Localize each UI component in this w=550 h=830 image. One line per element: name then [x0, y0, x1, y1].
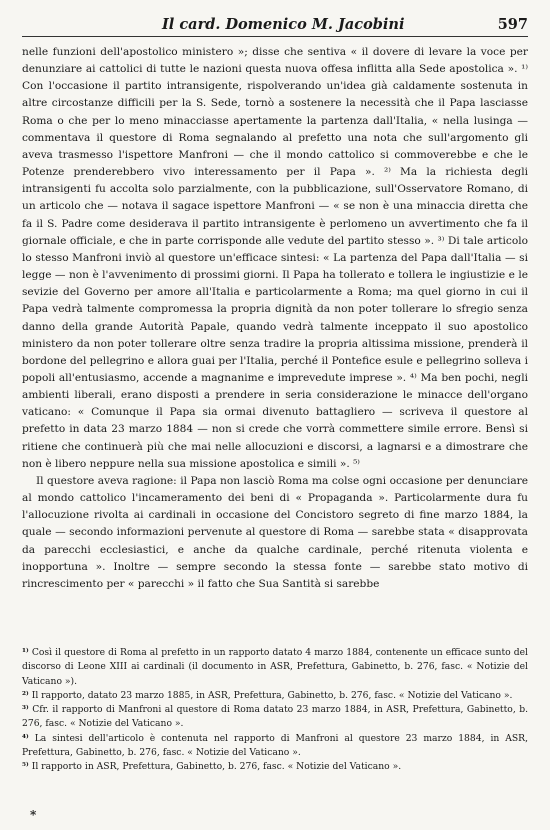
footnote-2: ²⁾ Il rapporto, datato 23 marzo 1885, in ASR, Prefettura, Gabinetto, b. 276, fasc. « Notizie del Vaticano ».	[22, 689, 513, 701]
footnote-3: ³⁾ Cfr. il rapporto di Manfroni al questore di Roma datato 23 marzo 1884, in ASR, Prefettura, Gabinetto, b. 276, fasc. « Notizie del Vaticano ».	[22, 704, 528, 730]
running-title: Il card. Domenico M. Jacobini	[162, 16, 405, 33]
page-number: 597	[497, 16, 528, 33]
footnote-5: ⁵⁾ Il rapporto in ASR, Prefettura, Gabinetto, b. 276, fasc. « Notizie del Vaticano ».	[22, 761, 402, 773]
footnotes	[22, 646, 528, 775]
signature-mark: *	[30, 808, 37, 822]
body-text	[22, 44, 528, 593]
footnote-4: ⁴⁾ La sintesi dell'articolo è contenuta nel rapporto di Manfroni al questore 23 marzo 1884, in ASR, Prefettura, Gabinetto, b. 276, fasc. « Notizie del Vaticano ».	[22, 732, 528, 759]
paragraph-1: nelle funzioni dell'apostolico ministero »; disse che sentiva « il dovere di levare la voce per denunziare ai cattolici di tutte le nazioni questa nuova offesa inflitta alla Sede apostolica ». ¹⁾ Con l'occasione il partito intransigente, rispolverando un'idea già caldamente sostenuta in altre circostanze difficili per la S. Sede, tornò a sostenere la necessità che il Papa lasciasse Roma o che per lo meno minacciasse apertamente la partenza dall'Italia, « nella lusinga — commentava il questore di Roma segnalando al prefetto una nota che sull'argomento gli aveva trasmesso l'ispettore Manfroni — che il mondo cattolico si commoverebbe e che le Potenze prenderebbero vivo interessamento per il Papa ». ²⁾ Ma la richiesta degli intransigenti fu accolta solo parzialmente, con la pubblicazione, sull'Osservatore Romano, di un articolo che — notava il sagace ispettore Manfroni — « se non è una minaccia diretta che fa il S. Padre come desiderava il partito intransigente è perlomeno un avvertimento che fa il giornale officiale, e che in parte corrisponde alle vedute del partito stesso ». ³⁾ Di tale articolo lo stesso Manfroni inviò al questore un'efficace sintesi: « La partenza del Papa dall'Italia — si legge — non è l'avvenimento di prossimi giorni. Il Papa ha tollerato e tollera le ingiustizie e le sevizie del Governo per amore all'Italia e particolarmente a Roma; ma quel giorno in cui il Papa vedrà talmente compromessa la propria dignità da non poter tollerare lo sfregio senza danno della grande Autorità Papale, quando vedrà talmente inceppato il suo apostolico ministero da non poter tollerare oltre senza tradire la propria altissima missione, prenderà il bordone del pellegrino e allora guai per l'Italia, perché il Pontefice esule e pellegrino solleva i popoli all'entusiasmo, accende a magnanime e imprevedute imprese ». ⁴⁾ Ma ben pochi, negli ambienti liberali, erano disposti a prendere in seria considerazione le minacce dell'organo vaticano: « Comunque il Papa sia ormai divenuto battagliero — scriveva il questore al prefetto in data 23 marzo 1884 — non si crede che vorrà commettere simile errore. Bensì si ritiene che continuerà più che mai nelle allocuzioni e discorsi, a lagnarsi e a dimostrare che non è libero neppure nella sua missione apostolica e simili ». ⁵⁾	[22, 46, 528, 470]
running-header	[22, 14, 528, 37]
footnote-1: ¹⁾ Così il questore di Roma al prefetto in un rapporto datato 4 marzo 1884, contenente un efficace sunto del discorso di Leone XIII ai cardinali (il documento in ASR, Prefettura, Gabinetto, b. 276, fasc. « Notizie del Vaticano »).	[22, 647, 528, 687]
paragraph-2: Il questore aveva ragione: il Papa non lasciò Roma ma colse ogni occasione per denunciare al mondo cattolico l'incameramento dei beni di « Propaganda ». Particolarmente dura fu l'allocuzione rivolta ai cardinali in occasione del Concistoro segreto di fine marzo 1884, la quale — secondo informazioni pervenute al questore di Roma — sarebbe stata « disapprovata da parecchi ecclesiastici, e anche da qualche cardinale, perché ritenuta violenta e inopportuna ». Inoltre — sempre secondo la stessa fonte — sarebbe stato motivo di rincrescimento per « parecchi » il fatto che Sua Santità si sarebbe	[22, 474, 528, 590]
